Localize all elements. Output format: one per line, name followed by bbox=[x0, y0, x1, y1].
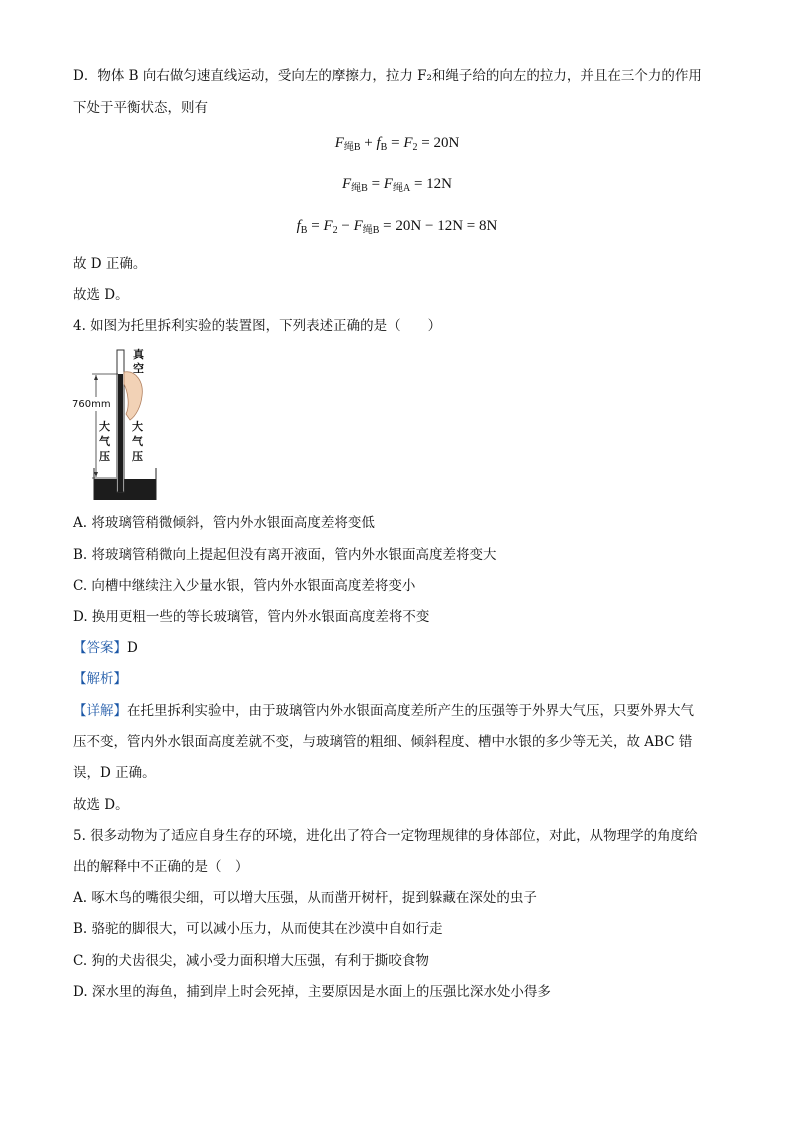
eq1-equals: = bbox=[387, 135, 404, 151]
eq3-sub: 绳B bbox=[362, 225, 380, 236]
q5-option-d: D. 深水里的海鱼，捕到岸上时会死掉，主要原因是水面上的压强比深水处小得多 bbox=[73, 984, 551, 1000]
q5-option-c: C. 狗的犬齿很尖，减小受力面积增大压强，有利于撕咬食物 bbox=[73, 953, 429, 969]
vacuum-label-1: 真 bbox=[133, 348, 144, 361]
detail-tag: 【详解】 bbox=[73, 703, 127, 719]
eq2-equals-2: = bbox=[410, 176, 427, 192]
q4-choice: 故选 D。 bbox=[73, 797, 129, 813]
eq3-sub-b: B bbox=[300, 225, 308, 236]
eq1-sub: 绳B bbox=[343, 142, 361, 153]
eq3-v12: 12N bbox=[437, 218, 464, 234]
eq3-equals-2: = bbox=[379, 218, 396, 234]
height-label: 760mm bbox=[72, 399, 111, 410]
eq3-minus-2: − bbox=[421, 218, 438, 234]
q4-detail-line-3: 误，D 正确。 bbox=[73, 765, 156, 781]
q4-stem: 4. 如图为托里拆利实验的装置图，下列表述正确的是（ ） bbox=[73, 318, 442, 334]
eq3-minus: − bbox=[337, 218, 354, 234]
eq3-symbol-F: F bbox=[353, 218, 363, 234]
eq1-value: 20N bbox=[433, 135, 460, 151]
eq2-sub-a: 绳A bbox=[392, 183, 411, 194]
eq3-equals-3: = bbox=[463, 218, 480, 234]
atm-right-1: 大 bbox=[132, 420, 143, 433]
eq3-sub-2: 2 bbox=[332, 225, 338, 236]
mercury-trough bbox=[94, 479, 156, 500]
vacuum-label-2: 空 bbox=[133, 362, 144, 375]
q4-answer bbox=[73, 638, 138, 658]
eq1-equals-2: = bbox=[417, 135, 434, 151]
hand-icon bbox=[124, 372, 142, 420]
arrow-down-icon bbox=[94, 472, 98, 477]
intro-line-2: 下处于平衡状态，则有 bbox=[73, 100, 208, 116]
eq1-symbol-F2: F bbox=[403, 135, 413, 151]
eq3-symbol-f: f bbox=[296, 218, 301, 234]
q4-option-c: C. 向槽中继续注入少量水银，管内外水银面高度差将变小 bbox=[73, 578, 416, 594]
equation-1 bbox=[0, 132, 794, 159]
q4-option-d: D. 换用更粗一些的等长玻璃管，管内外水银面高度差将不变 bbox=[73, 609, 430, 625]
torricelli-apparatus-figure bbox=[70, 344, 170, 504]
mercury-column bbox=[118, 374, 123, 492]
eq2-symbol-F2: F bbox=[383, 176, 393, 192]
eq1-symbol-f: f bbox=[376, 135, 381, 151]
atm-right-2: 气 bbox=[132, 435, 143, 448]
eq3-symbol-F2: F bbox=[323, 218, 333, 234]
atm-left-2: 气 bbox=[99, 435, 110, 448]
eq1-plus: + bbox=[360, 135, 377, 151]
eq3-v8: 8N bbox=[479, 218, 498, 234]
q5-stem-line-1: 5. 很多动物为了适应自身生存的环境，进化出了符合一定物理规律的身体部位，对此，从物理学的角度给 bbox=[73, 828, 698, 844]
q5-option-a: A. 啄木鸟的嘴很尖细，可以增大压强，从而凿开树杆，捉到躲藏在深处的虫子 bbox=[73, 890, 537, 906]
q4-option-b: B. 将玻璃管稍微向上提起但没有离开液面，管内外水银面高度差将变大 bbox=[73, 547, 497, 563]
q4-analysis-tag bbox=[73, 669, 127, 689]
equation-3 bbox=[0, 215, 794, 242]
q5-option-b: B. 骆驼的脚很大，可以减小压力，从而使其在沙漠中自如行走 bbox=[73, 921, 443, 937]
q5-stem-line-2: 出的解释中不正确的是（ ） bbox=[73, 859, 249, 875]
eq1-sub-b: B bbox=[380, 142, 388, 153]
answer-value: D bbox=[127, 640, 138, 656]
q4-detail-line-1 bbox=[73, 701, 694, 721]
atm-right-3: 压 bbox=[132, 450, 143, 463]
eq3-v20: 20N bbox=[395, 218, 422, 234]
equation-2 bbox=[0, 173, 794, 200]
eq2-equals: = bbox=[367, 176, 384, 192]
atm-left-1: 大 bbox=[99, 420, 110, 433]
atm-left-3: 压 bbox=[99, 450, 110, 463]
intro-line-1: D．物体 B 向右做匀速直线运动，受向左的摩擦力，拉力 F₂和绳子给的向左的拉力，并且在三个力的作用 bbox=[73, 68, 702, 84]
eq1-symbol-F: F bbox=[334, 135, 344, 151]
arrow-up-icon bbox=[94, 375, 98, 380]
eq2-sub: 绳B bbox=[351, 183, 368, 194]
eq3-equals: = bbox=[307, 218, 324, 234]
prev-choice: 故选 D。 bbox=[73, 287, 129, 303]
eq2-value: 12N bbox=[426, 176, 453, 192]
analysis-tag: 【解析】 bbox=[73, 671, 127, 687]
detail-text-1: 在托里拆利实验中，由于玻璃管内外水银面高度差所产生的压强等于外界大气压，只要外界大气 bbox=[127, 703, 694, 719]
eq1-sub-2: 2 bbox=[412, 142, 418, 153]
answer-tag: 【答案】 bbox=[73, 640, 127, 656]
prev-conclusion: 故 D 正确。 bbox=[73, 256, 147, 272]
q4-option-a: A. 将玻璃管稍微倾斜，管内外水银面高度差将变低 bbox=[73, 515, 375, 531]
eq2-symbol-F: F bbox=[341, 176, 352, 192]
q4-detail-line-2: 压不变，管内外水银面高度差就不变，与玻璃管的粗细、倾斜程度、槽中水银的多少等无关，故 ABC 错 bbox=[73, 734, 693, 750]
torricelli-diagram bbox=[70, 344, 170, 504]
